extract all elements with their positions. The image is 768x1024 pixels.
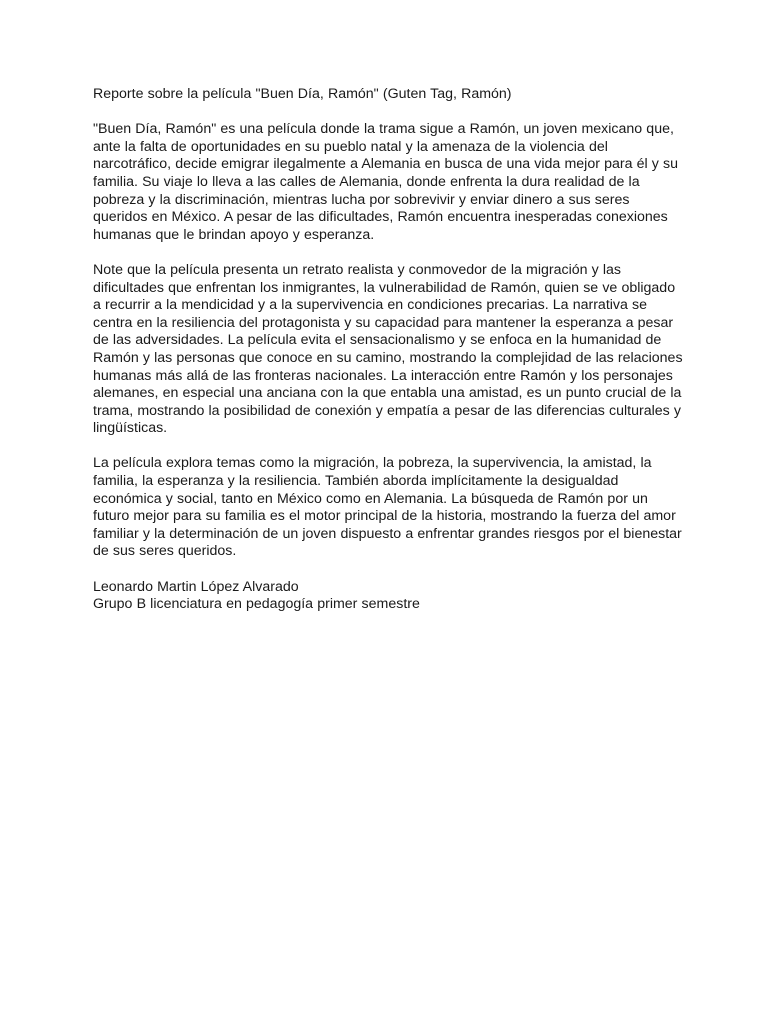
paragraph-analysis: Note que la película presenta un retrato realista y conmovedor de la migración y las dificultades que enfrentan los inmigrantes, la vulnerabilidad de Ramón, quien se ve obligado a recurrir a la mendicidad y a la supervivencia en condiciones precarias. La narrativa se centra en la resiliencia del protagonista y su capacidad para mantener la esperanza a pesar de las adversidades. La película evita el sensacionalismo y se enfoca en la humanidad de Ramón y las personas que conoce en su camino, mostrando la complejidad de las relaciones humanas más allá de las fronteras nacionales. La interacción entre Ramón y los personajes alemanes, en especial una anciana con la que entabla una amistad, es un punto crucial de la trama, mostrando la posibilidad de conexión y empatía a pesar de las diferencias culturales y lingüísticas.: [93, 261, 683, 437]
document-body: [93, 86, 683, 614]
document-title: Reporte sobre la película "Buen Día, Ramón" (Guten Tag, Ramón): [93, 86, 512, 102]
author-name: Leonardo Martin López Alvarado: [93, 578, 299, 595]
author-group: Grupo B licenciatura en pedagogía primer semestre: [93, 596, 420, 613]
signature-block: [93, 579, 683, 614]
paragraph-themes: La película explora temas como la migración, la pobreza, la supervivencia, la amistad, la familia, la esperanza y la resiliencia. También aborda implícitamente la desigualdad económica y social, tanto en México como en Alemania. La búsqueda de Ramón por un futuro mejor para su familia es el motor principal de la historia, mostrando la fuerza del amor familiar y la determinación de un joven dispuesto a enfrentar grandes riesgos por el bienestar de sus seres queridos.: [93, 455, 682, 560]
paragraph-synopsis: "Buen Día, Ramón" es una película donde la trama sigue a Ramón, un joven mexicano que, ante la falta de oportunidades en su pueblo natal y la amenaza de la violencia del narcotráfico, decide emigrar ilegalmente a Alemania en busca de una vida mejor para él y su familia. Su viaje lo lleva a las calles de Alemania, donde enfrenta la dura realidad de la pobreza y la discriminación, mientras lucha por sobrevivir y enviar dinero a sus seres queridos en México. A pesar de las dificultades, Ramón encuentra inesperadas conexiones humanas que le brindan apoyo y esperanza.: [93, 121, 679, 243]
